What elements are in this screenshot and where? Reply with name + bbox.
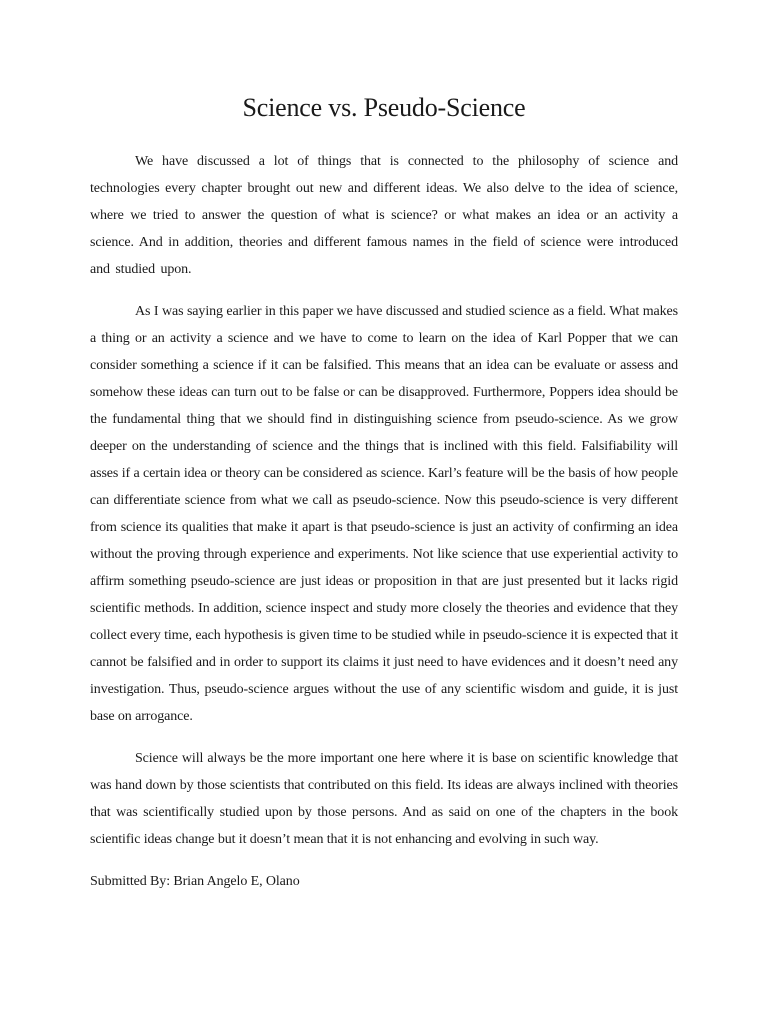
paragraph-1: We have discussed a lot of things that is connected to the philosophy of science and technologies every chapter brought out new and different ideas. We also delve to the idea of science, where we tried to answer the question of what is science? or what makes an idea or an activity a science. And in addition, theories and different famous names in the field of science were introduced and studied upon. xyxy=(90,154,678,277)
paragraph-2: As I was saying earlier in this paper we have discussed and studied science as a field. What makes a thing or an activity a science and we have to come to learn on the idea of Karl Popper that we can consider something a science if it can be falsified. This means that an idea can be evaluate or assess and somehow these ideas can turn out to be false or can be disapproved. Furthermore, Poppers idea should be the fundamental thing that we should find in distinguishing science from pseudo-science. As we grow deeper on the understanding of science and the things that is inclined with this field. Falsifiability will asses if a certain idea or theory can be considered as science. Karl’s feature will be the basis of how people can differentiate science from what we call as pseudo-science. Now this pseudo-science is very different from science its qualities that make it apart is that pseudo-science is just an activity of confirming an idea without the proving through experience and experiments. Not like science that use experiential activity to affirm something pseudo-science are just ideas or proposition in that are just presented but it lacks rigid scientific methods. In addition, science inspect and study more closely the theories and evidence that they collect every time, each hypothesis is given time to be studied while in pseudo-science it is expected that it cannot be falsified and in order to support its claims it just need to have evidences and it doesn’t need any investigation. Thus, pseudo-science argues without the use of any scientific wisdom and guide, it is just base on arrogance. xyxy=(90,304,678,724)
submitted-by: Submitted By: Brian Angelo E, Olano xyxy=(90,874,300,889)
paragraph-3: Science will always be the more important one here where it is base on scientific knowledge that was hand down by those scientists that contributed on this field. Its ideas are always inclined with theories that was scientifically studied upon by those persons. And as said on one of the chapters in the book scientific ideas change but it doesn’t mean that it is not enhancing and evolving in such way. xyxy=(90,751,678,847)
document-title: Science vs. Pseudo-Science xyxy=(242,93,526,122)
document-body xyxy=(90,148,678,895)
